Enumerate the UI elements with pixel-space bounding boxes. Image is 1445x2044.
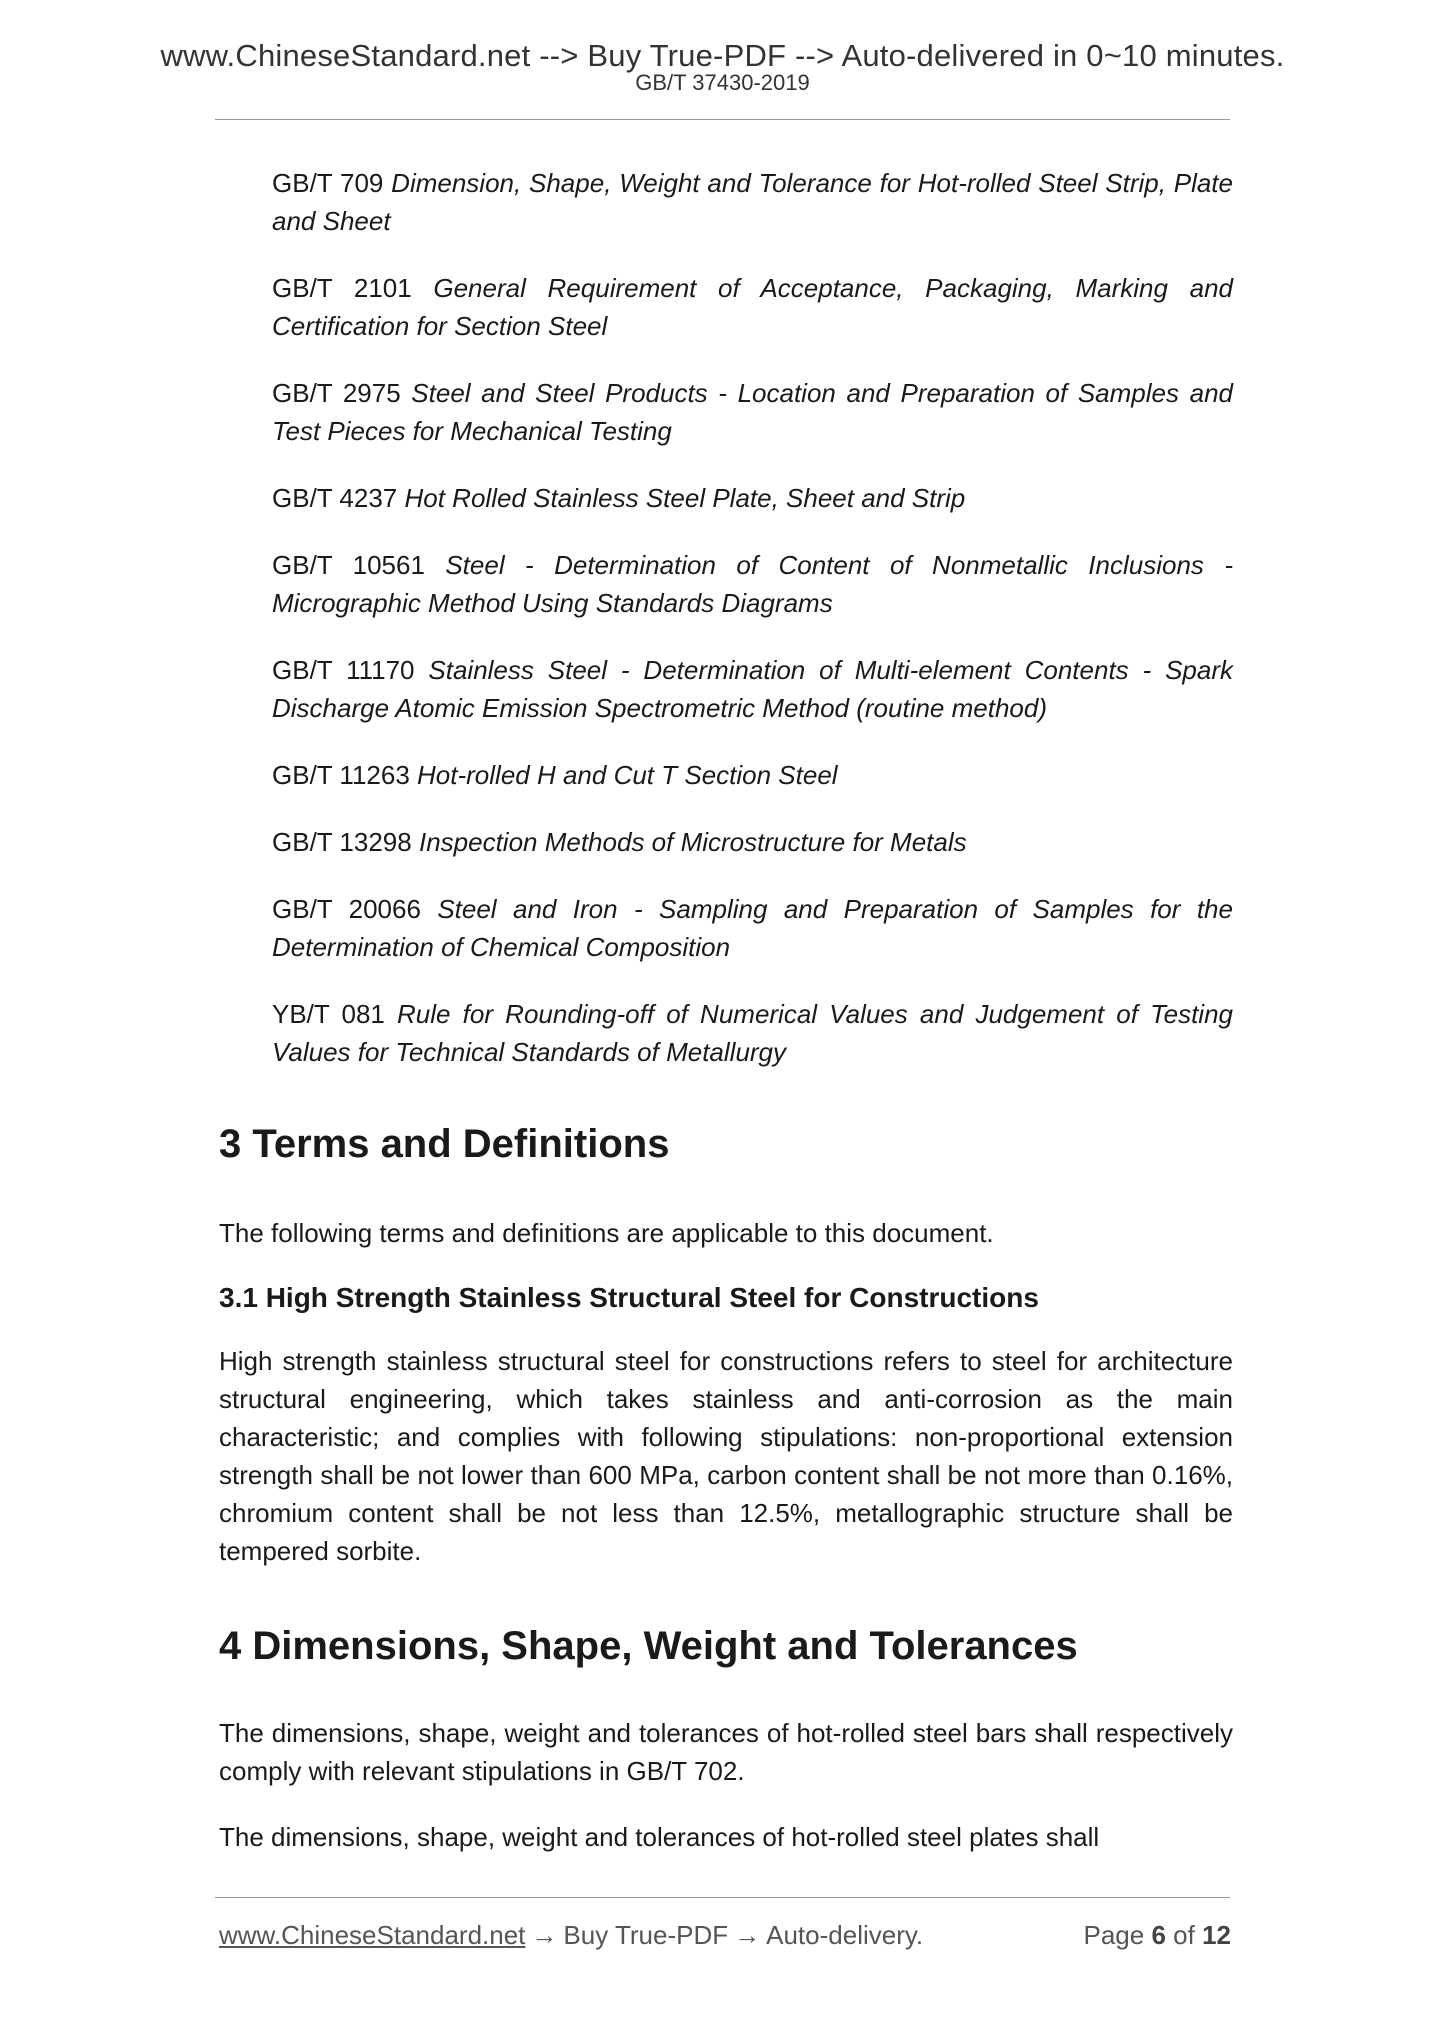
footer-links: [219, 1920, 923, 1951]
page-number: [1083, 1920, 1231, 1951]
section-4-heading: 4 Dimensions, Shape, Weight and Tolerances: [219, 1624, 1078, 1668]
section-4-paragraph-1: The dimensions, shape, weight and tolerances of hot-rolled steel bars shall respectively comply with relevant stipulations in GB/T 702.: [219, 1718, 1233, 1786]
auto-delivery-text: Auto-delivery.: [766, 1920, 924, 1950]
reference-title: Hot-rolled H and Cut T Section Steel: [417, 760, 838, 790]
reference-title: Steel and Steel Products - Location and Preparation of Samples and Test Pieces for Mechanical Testing: [272, 378, 1233, 446]
reference-code: GB/T 2975: [272, 378, 401, 408]
current-page: 6: [1151, 1920, 1166, 1950]
document-code: GB/T 37430-2019: [635, 70, 810, 95]
page-label: Page: [1083, 1920, 1145, 1950]
reference-title: Inspection Methods of Microstructure for Metals: [418, 827, 967, 857]
reference-item: [272, 164, 1233, 240]
reference-title: Stainless Steel - Determination of Multi-element Contents - Spark Discharge Atomic Emission Spectrometric Method (routine method): [272, 655, 1233, 723]
section-3-heading: 3 Terms and Definitions: [219, 1122, 670, 1166]
reference-code: GB/T 2101: [272, 273, 412, 303]
reference-item: [272, 756, 1233, 794]
reference-title: General Requirement of Acceptance, Packaging, Marking and Certification for Section Steel: [272, 273, 1233, 341]
of-label: of: [1173, 1920, 1195, 1950]
reference-item: [272, 651, 1233, 727]
reference-code: YB/T 081: [272, 999, 385, 1029]
reference-item: [272, 995, 1233, 1071]
reference-title: Steel - Determination of Content of Nonmetallic Inclusions - Micrographic Method Using Standards Diagrams: [272, 550, 1233, 618]
section-3-intro: The following terms and definitions are applicable to this document.: [219, 1218, 994, 1248]
section-4-paragraph-2: The dimensions, shape, weight and tolerances of hot-rolled steel plates shall: [219, 1822, 1100, 1852]
section-3-1-heading: 3.1 High Strength Stainless Structural Steel for Constructions: [219, 1282, 1039, 1313]
reference-item: [272, 479, 1233, 517]
top-banner: www.ChineseStandard.net --> Buy True-PDF --> Auto-delivered in 0~10 minutes.: [160, 38, 1285, 73]
reference-code: GB/T 11170: [272, 655, 415, 685]
reference-title: Rule for Rounding-off of Numerical Values and Judgement of Testing Values for Technical Standards of Metallurgy: [272, 999, 1233, 1067]
reference-title: Dimension, Shape, Weight and Tolerance for Hot-rolled Steel Strip, Plate and Sheet: [272, 168, 1233, 236]
header-divider: [215, 119, 1230, 120]
reference-item: [272, 823, 1233, 861]
arrow-right-icon: →: [531, 1920, 558, 1950]
total-pages: 12: [1202, 1920, 1231, 1950]
arrow-right-icon: →: [734, 1920, 761, 1950]
reference-code: GB/T 20066: [272, 894, 421, 924]
reference-code: GB/T 4237: [272, 483, 398, 513]
normative-references-list: [272, 164, 1233, 1100]
site-link[interactable]: www.ChineseStandard.net: [219, 1920, 526, 1950]
reference-title: Steel and Iron - Sampling and Preparation of Samples for the Determination of Chemical Composition: [272, 894, 1233, 962]
reference-item: [272, 269, 1233, 345]
section-3-1-definition: High strength stainless structural steel for constructions refers to steel for architecture structural engineering, which takes stainless and anti-corrosion as the main characteristic; and complies with following stipulations: non-proportional extension strength shall be not lower than 600 MPa, carbon content shall be not more than 0.16%, chromium content shall be not less than 12.5%, metallographic structure shall be tempered sorbite.: [219, 1346, 1233, 1566]
reference-code: GB/T 11263: [272, 760, 410, 790]
reference-code: GB/T 709: [272, 168, 384, 198]
buy-true-pdf-text: Buy True-PDF: [563, 1920, 729, 1950]
reference-code: GB/T 13298: [272, 827, 412, 857]
reference-title: Hot Rolled Stainless Steel Plate, Sheet and Strip: [404, 483, 966, 513]
reference-code: GB/T 10561: [272, 550, 425, 580]
footer-divider: [215, 1897, 1230, 1898]
reference-item: [272, 890, 1233, 966]
reference-item: [272, 546, 1233, 622]
reference-item: [272, 374, 1233, 450]
